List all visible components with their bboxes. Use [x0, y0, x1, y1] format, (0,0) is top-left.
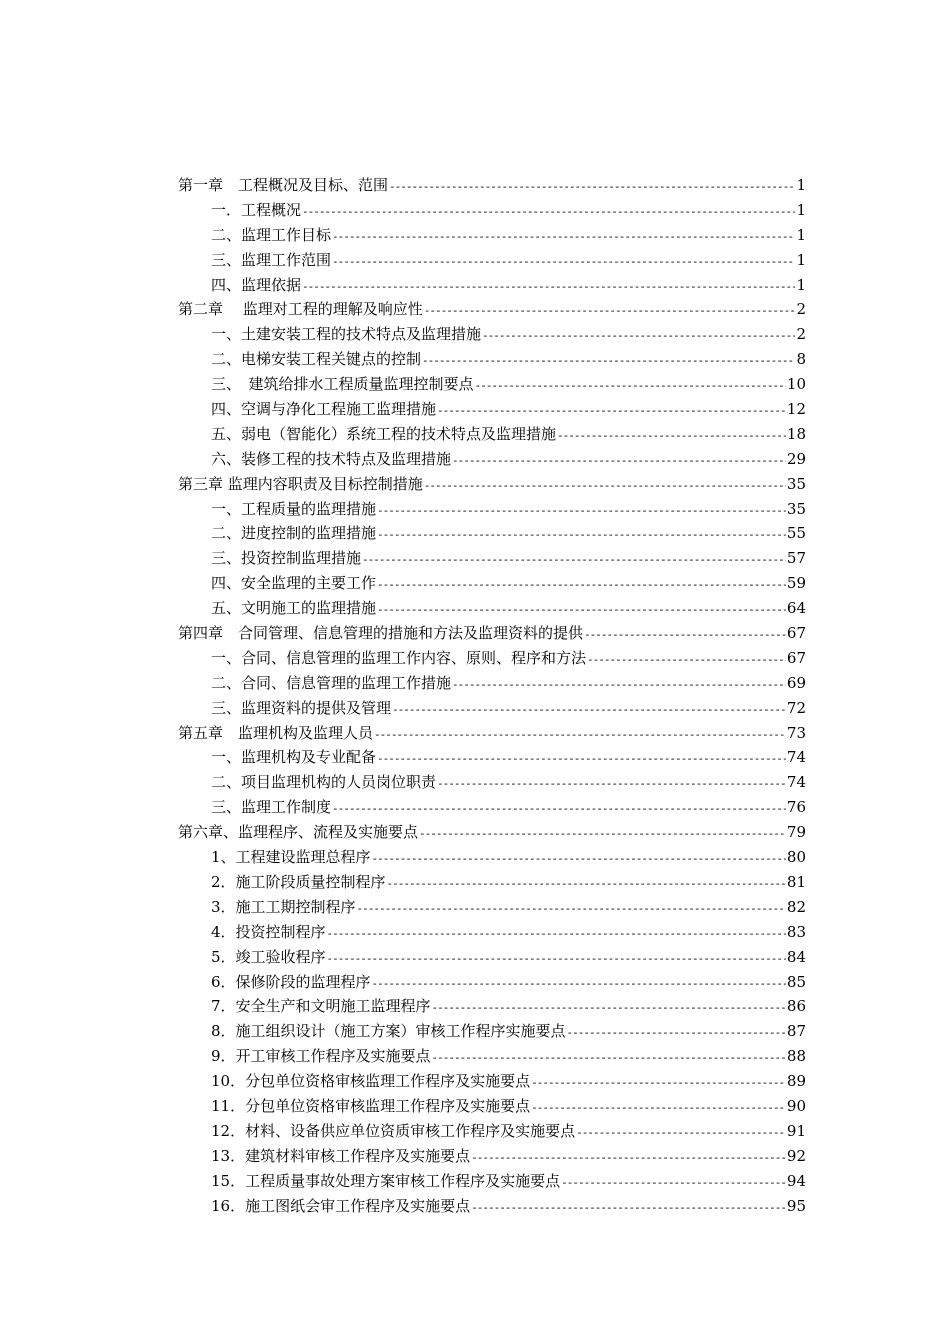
toc-entry-title: 三、监理工作制度 — [211, 798, 332, 817]
toc-dot-leader — [332, 225, 795, 248]
toc-section-entry[interactable] — [178, 198, 806, 223]
toc-dot-leader — [302, 200, 795, 223]
toc-page-number: 55 — [786, 524, 806, 543]
toc-section-entry[interactable] — [178, 521, 806, 546]
toc-page-number: 86 — [786, 997, 806, 1016]
toc-page-number: 29 — [786, 449, 806, 468]
toc-section-entry[interactable] — [178, 1119, 806, 1144]
toc-section-entry[interactable] — [178, 795, 806, 820]
table-of-contents — [178, 173, 806, 1218]
toc-page-number: 84 — [786, 947, 806, 966]
toc-entry-title: 10．分包单位资格审核监理工作程序及实施要点 — [211, 1072, 531, 1091]
toc-page-number: 89 — [786, 1072, 806, 1091]
toc-section-entry[interactable] — [178, 1044, 806, 1069]
toc-page-number: 88 — [786, 1047, 806, 1066]
toc-page-number: 1 — [796, 176, 806, 194]
toc-dot-leader — [377, 499, 786, 522]
toc-entry-title: 二、电梯安装工程关键点的控制 — [211, 350, 422, 369]
toc-dot-leader — [362, 548, 786, 571]
toc-dot-leader — [357, 897, 786, 920]
toc-dot-leader — [584, 623, 786, 646]
toc-section-entry[interactable] — [178, 248, 806, 273]
toc-section-entry[interactable] — [178, 397, 806, 422]
toc-dot-leader — [587, 648, 786, 671]
toc-page-number: 1 — [796, 275, 806, 294]
toc-page-number: 57 — [786, 549, 806, 568]
toc-page-number: 1 — [796, 225, 806, 244]
toc-dot-leader — [452, 673, 786, 696]
toc-entry-title: 五、文明施工的监理措施 — [211, 599, 377, 618]
toc-dot-leader — [327, 947, 786, 970]
toc-dot-leader — [332, 250, 795, 273]
toc-section-entry[interactable] — [178, 745, 806, 770]
toc-entry-title: 13．建筑材料审核工作程序及实施要点 — [211, 1146, 471, 1165]
toc-section-entry[interactable] — [178, 347, 806, 372]
toc-entry-title: 一、合同、信息管理的监理工作内容、原则、程序和方法 — [211, 648, 587, 667]
toc-dot-leader — [374, 723, 786, 746]
toc-entry-title: 一．工程概况 — [211, 200, 302, 219]
toc-dot-leader — [432, 996, 786, 1019]
toc-page-number: 95 — [786, 1196, 806, 1215]
toc-entry-title: 一、监理机构及专业配备 — [211, 748, 377, 767]
toc-entry-title: 三、监理工作范围 — [211, 250, 332, 269]
toc-section-entry[interactable] — [178, 870, 806, 895]
toc-page-number: 92 — [786, 1146, 806, 1165]
toc-section-entry[interactable] — [178, 696, 806, 721]
toc-section-entry[interactable] — [178, 1144, 806, 1169]
toc-dot-leader — [432, 1046, 786, 1069]
toc-page-number: 79 — [786, 823, 806, 842]
toc-page-number: 67 — [786, 648, 806, 667]
toc-section-entry[interactable] — [178, 845, 806, 870]
toc-page-number: 1 — [796, 200, 806, 219]
toc-page-number: 2 — [796, 325, 806, 344]
toc-page-number: 76 — [786, 798, 806, 817]
toc-dot-leader — [576, 1121, 786, 1144]
toc-section-entry[interactable] — [178, 571, 806, 596]
toc-entry-title: 三、 建筑给排水工程质量监理控制要点 — [211, 375, 474, 394]
toc-section-entry[interactable] — [178, 1169, 806, 1194]
toc-entry-title: 一、土建安装工程的技术特点及监理措施 — [211, 325, 482, 344]
toc-section-entry[interactable] — [178, 895, 806, 920]
toc-page-number: 1 — [796, 250, 806, 269]
toc-page-number: 18 — [786, 424, 806, 443]
toc-dot-leader — [482, 324, 795, 347]
toc-entry-title: 第四章 合同管理、信息管理的措施和方法及监理资料的提供 — [178, 624, 584, 643]
toc-page-number: 35 — [786, 499, 806, 518]
toc-dot-leader — [377, 747, 786, 770]
toc-page-number: 74 — [786, 748, 806, 767]
toc-entry-title: 9．开工审核工作程序及实施要点 — [211, 1047, 431, 1066]
toc-section-entry[interactable] — [178, 646, 806, 671]
toc-dot-leader — [475, 374, 786, 397]
toc-dot-leader — [377, 523, 786, 546]
toc-dot-leader — [302, 275, 795, 298]
toc-page-number: 69 — [786, 673, 806, 692]
toc-page-number: 87 — [786, 1022, 806, 1041]
toc-entry-title: 六、装修工程的技术特点及监理措施 — [211, 449, 452, 468]
toc-dot-leader — [531, 1096, 786, 1119]
toc-dot-leader — [471, 1146, 786, 1169]
toc-entry-title: 第六章、监理程序、流程及实施要点 — [178, 823, 419, 842]
toc-page-number: 73 — [786, 723, 806, 742]
toc-page-number: 85 — [786, 972, 806, 991]
toc-page-number: 81 — [786, 872, 806, 891]
toc-chapter-entry[interactable] — [178, 721, 806, 746]
toc-entry-title: 三、投资控制监理措施 — [211, 549, 362, 568]
toc-dot-leader — [419, 822, 786, 845]
toc-section-entry[interactable] — [178, 920, 806, 945]
toc-entry-title: 12．材料、设备供应单位资质审核工作程序及实施要点 — [211, 1121, 576, 1140]
toc-dot-leader — [424, 474, 786, 497]
toc-page-number: 8 — [796, 350, 806, 369]
toc-chapter-entry[interactable] — [178, 820, 806, 845]
toc-page-number: 64 — [786, 599, 806, 618]
toc-entry-title: 8．施工组织设计（施工方案）审核工作程序实施要点 — [211, 1022, 566, 1041]
toc-section-entry[interactable] — [178, 223, 806, 248]
toc-entry-title: 1、工程建设监理总程序 — [211, 848, 371, 867]
toc-entry-title: 二、进度控制的监理措施 — [211, 524, 377, 543]
toc-entry-title: 15．工程质量事故处理方案审核工作程序及实施要点 — [211, 1171, 561, 1190]
toc-dot-leader — [437, 772, 786, 795]
toc-entry-title: 二、合同、信息管理的监理工作措施 — [211, 673, 452, 692]
toc-page-number: 59 — [786, 574, 806, 593]
toc-section-entry[interactable] — [178, 273, 806, 298]
toc-dot-leader — [567, 1021, 786, 1044]
toc-entry-title: 5．竣工验收程序 — [211, 947, 326, 966]
toc-page-number: 83 — [786, 922, 806, 941]
toc-entry-title: 16．施工图纸会审工作程序及实施要点 — [211, 1196, 471, 1215]
toc-chapter-entry[interactable] — [178, 297, 806, 322]
toc-section-entry[interactable] — [178, 1094, 806, 1119]
toc-section-entry[interactable] — [178, 497, 806, 522]
toc-page-number: 82 — [786, 897, 806, 916]
toc-page-number: 12 — [786, 400, 806, 419]
toc-page-number: 80 — [786, 848, 806, 867]
toc-entry-title: 第五章 监理机构及监理人员 — [178, 723, 374, 742]
toc-dot-leader — [452, 449, 786, 472]
toc-dot-leader — [557, 424, 786, 447]
toc-dot-leader — [437, 399, 786, 422]
toc-entry-title: 四、安全监理的主要工作 — [211, 574, 377, 593]
toc-dot-leader — [561, 1171, 786, 1194]
toc-page-number: 91 — [786, 1121, 806, 1140]
toc-entry-title: 二、监理工作目标 — [211, 225, 332, 244]
toc-entry-title: 四、监理依据 — [211, 275, 302, 294]
toc-chapter-entry[interactable] — [178, 472, 806, 497]
toc-entry-title: 11．分包单位资格审核监理工作程序及实施要点 — [211, 1096, 531, 1115]
toc-dot-leader — [332, 797, 786, 820]
toc-entry-title: 三、监理资料的提供及管理 — [211, 698, 392, 717]
toc-dot-leader — [372, 972, 786, 995]
toc-page-number: 94 — [786, 1171, 806, 1190]
toc-page-number: 67 — [786, 624, 806, 643]
toc-entry-title: 3．施工工期控制程序 — [211, 897, 356, 916]
toc-page-number: 10 — [786, 375, 806, 394]
toc-section-entry[interactable] — [178, 1194, 806, 1219]
toc-entry-title: 一、工程质量的监理措施 — [211, 499, 377, 518]
toc-entry-title: 2．施工阶段质量控制程序 — [211, 872, 386, 891]
toc-section-entry[interactable] — [178, 994, 806, 1019]
toc-dot-leader — [377, 598, 786, 621]
toc-entry-title: 第三章 监理内容职责及目标控制措施 — [178, 474, 423, 493]
toc-entry-title: 五、弱电（智能化）系统工程的技术特点及监理措施 — [211, 424, 557, 443]
toc-section-entry[interactable] — [178, 945, 806, 970]
toc-section-entry[interactable] — [178, 596, 806, 621]
toc-section-entry[interactable] — [178, 322, 806, 347]
toc-page-number: 90 — [786, 1096, 806, 1115]
toc-section-entry[interactable] — [178, 1069, 806, 1094]
toc-dot-leader — [387, 872, 786, 895]
toc-entry-title: 4．投资控制程序 — [211, 922, 326, 941]
toc-section-entry[interactable] — [178, 546, 806, 571]
toc-entry-title: 二、项目监理机构的人员岗位职责 — [211, 773, 437, 792]
toc-dot-leader — [424, 299, 796, 322]
toc-section-entry[interactable] — [178, 447, 806, 472]
toc-entry-title: 7．安全生产和文明施工监理程序 — [211, 997, 431, 1016]
toc-dot-leader — [422, 349, 795, 372]
toc-dot-leader — [372, 847, 786, 870]
toc-section-entry[interactable] — [178, 671, 806, 696]
toc-section-entry[interactable] — [178, 970, 806, 995]
toc-dot-leader — [531, 1071, 786, 1094]
toc-dot-leader — [389, 175, 795, 198]
toc-page-number: 35 — [786, 474, 806, 493]
toc-dot-leader — [471, 1196, 786, 1219]
toc-page-number: 2 — [796, 300, 806, 319]
toc-chapter-entry[interactable] — [178, 621, 806, 646]
toc-section-entry[interactable] — [178, 372, 806, 397]
toc-section-entry[interactable] — [178, 1019, 806, 1044]
toc-entry-title: 第一章 工程概况及目标、范围 — [178, 176, 389, 194]
toc-page-number: 72 — [786, 698, 806, 717]
toc-section-entry[interactable] — [178, 770, 806, 795]
toc-dot-leader — [327, 922, 786, 945]
toc-dot-leader — [392, 698, 786, 721]
toc-entry-title: 6．保修阶段的监理程序 — [211, 972, 371, 991]
toc-chapter-entry[interactable] — [178, 173, 806, 198]
toc-page-number: 74 — [786, 773, 806, 792]
toc-entry-title: 四、空调与净化工程施工监理措施 — [211, 400, 437, 419]
toc-entry-title: 第二章 监理对工程的理解及响应性 — [178, 300, 423, 319]
toc-dot-leader — [377, 573, 786, 596]
toc-section-entry[interactable] — [178, 422, 806, 447]
